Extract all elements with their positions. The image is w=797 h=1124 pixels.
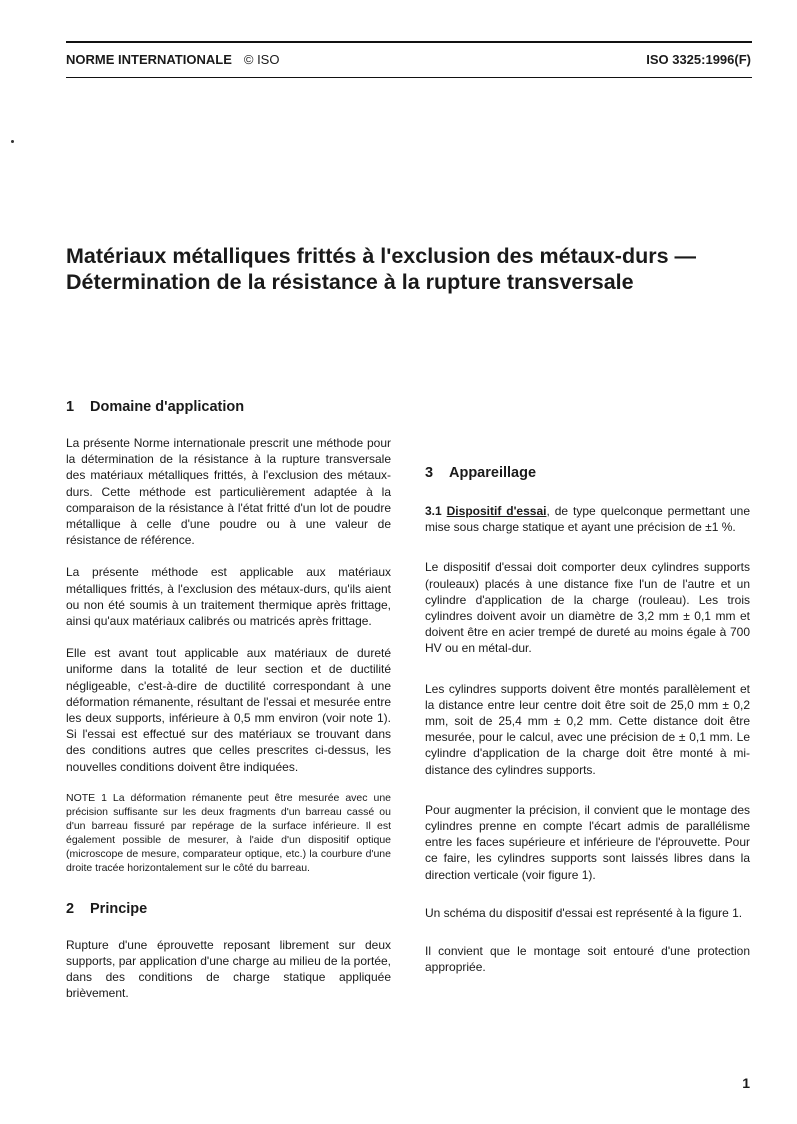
- section-3-heading: [425, 464, 750, 482]
- header-label: NORME INTERNATIONALE: [66, 52, 232, 67]
- subsection-3-1: [425, 503, 750, 535]
- subsection-3-1-text: , de type quelconque permettant une mise sous charge statique et ayant une précision de ±1 %.: [425, 504, 750, 535]
- section-3-paragraph-3: Pour augmenter la précision, il convient que le montage des cylindres prenne en compte l'écart admis de parallélisme entre les faces supérieure et inférieure de l'éprouvette. Pour ce faire, les cylindres supports sont laissés libres dans la direction verticale (voir figure 1).: [425, 802, 750, 882]
- standard-id: ISO 3325:1996(F): [646, 52, 751, 67]
- scan-speck: [11, 140, 14, 143]
- section-2-paragraph-1: Rupture d'une éprouvette reposant librement sur deux supports, par application d'une charge au milieu de la portée, dans des conditions de charge statique appliquée brièvement.: [66, 937, 391, 1001]
- section-3-paragraph-1: Le dispositif d'essai doit comporter deux cylindres supports (rouleaux) placés à une distance fixe l'un de l'autre et un cylindre d'application de la charge (rouleau). Les trois cylindres doivent avoir un diamètre de 3,2 mm ± 0,1 mm et doivent être en acier trempé de dureté au moins égale à 700 HV ou en métal-dur.: [425, 560, 750, 656]
- right-column: [425, 401, 750, 991]
- section-2-title: Principe: [90, 900, 148, 917]
- header-left: [66, 52, 279, 67]
- section-3-paragraph-4: Un schéma du dispositif d'essai est représenté à la figure 1.: [425, 905, 743, 920]
- section-1-paragraph-3: Elle est avant tout applicable aux matériaux de dureté uniforme dans la totalité de leur section et de ductilité négligeable, c'est-à-dire de ductilité correspondant à une déformation rémanente, résultant de l'essai et mesurée entre les deux supports, inférieure à 0,5 mm environ (voir note 1). Si l'essai est effectué sur des matériaux se trouvant dans des conditions autres que celles prescrites ci-dessus, les nouvelles conditions doivent être indiquées.: [66, 646, 391, 774]
- section-2-heading: [66, 900, 391, 918]
- section-1-paragraph-2: La présente méthode est applicable aux matériaux métalliques frittés, à l'exclusion des métaux-durs, qu'ils aient ou non été soumis à un traitement thermique après frittage, ainsi qu'aux matériaux calibrés ou matricés après frittage.: [66, 565, 391, 629]
- header-rule-bottom: [66, 77, 752, 78]
- left-column: [66, 398, 391, 1018]
- page-number: 1: [742, 1075, 750, 1091]
- section-3-title: Appareillage: [449, 465, 537, 481]
- section-1-number: 1: [66, 399, 75, 415]
- header-copyright: © ISO: [243, 52, 280, 67]
- section-3-number: 3: [425, 465, 434, 481]
- section-1-paragraph-1: La présente Norme internationale prescrit une méthode pour la détermination de la résistance à la rupture transversale des matériaux métalliques frittés, à l'exclusion des métaux-durs. Cette méthode est particulièrement adaptée à la comparaison de la résistance à l'état fritté d'un lot de poudre métallique à celle d'une poudre ou à une valeur de résistance de référence.: [66, 436, 391, 548]
- document-title: Matériaux métalliques frittés à l'exclusion des métaux-durs — Détermination de la résistance à la rupture transversale: [66, 244, 697, 294]
- section-3-paragraph-2: Les cylindres supports doivent être montés parallèlement et la distance entre leur centre doit être soit de 25,0 mm ± 0,2 mm, soit de 25,4 mm ± 0,2 mm. Cette distance doit être mesurée, pour le calcul, avec une précision de ± 0,1 mm. Le cylindre d'application de la charge doit être monté à mi-distance des cylindres supports.: [425, 681, 750, 777]
- note-1: NOTE 1 La déformation rémanente peut être mesurée avec une précision suffisante sur les deux fragments d'un barreau cassé ou d'un barreau fissuré par repérage de la surface inférieure. Il est également possible de mesurer, à l'aide d'un dispositif optique (microscope de mesure, comparateur optique, etc.) la courbure d'une droite tracée horizontalement sur le côté du barreau.: [66, 791, 391, 874]
- continuation-spacer: [425, 401, 750, 464]
- section-3-paragraph-5: Il convient que le montage soit entouré d'une protection appropriée.: [425, 944, 750, 975]
- section-1-heading: [66, 398, 391, 416]
- subsection-3-1-number: 3.1: [425, 504, 442, 518]
- header-rule-top: [66, 41, 752, 43]
- section-2-number: 2: [66, 900, 75, 917]
- section-1-title: Domaine d'application: [90, 399, 245, 415]
- subsection-3-1-title: Dispositif d'essai: [446, 504, 547, 518]
